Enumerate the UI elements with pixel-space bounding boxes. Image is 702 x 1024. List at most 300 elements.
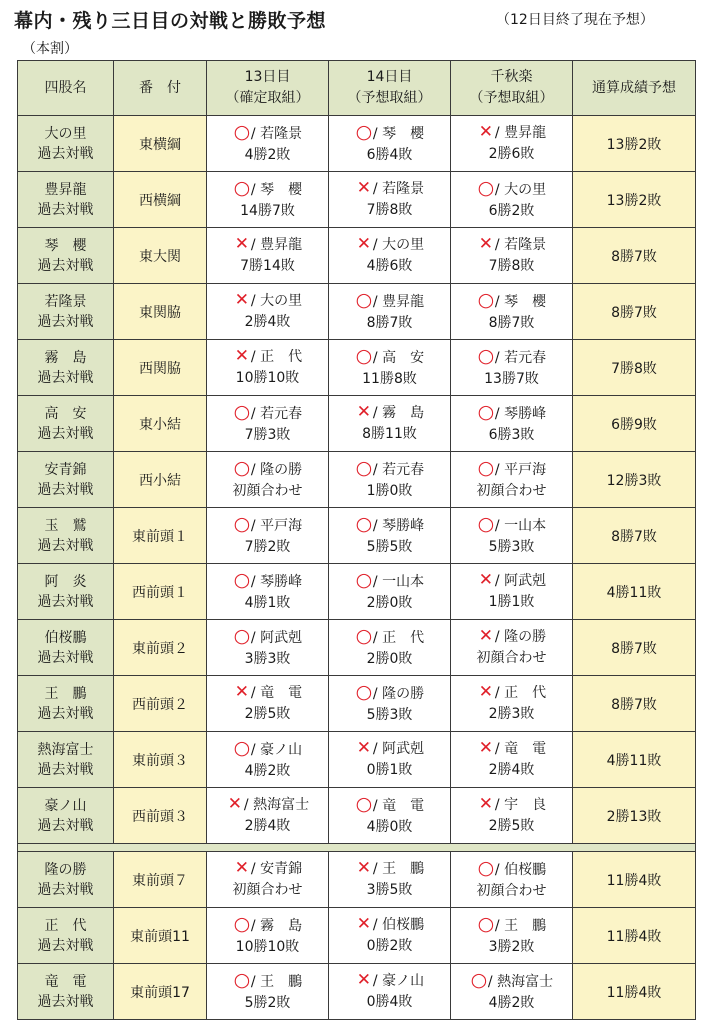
predicted-record: 11勝4敗 (573, 908, 696, 964)
table-row (18, 116, 696, 172)
head-to-head-record: 7勝8敗 (366, 202, 413, 218)
opponent-name: / 豪ノ山 (250, 741, 303, 758)
opponent-name: / 熱海富士 (243, 797, 310, 813)
head-to-head-record: 2勝5敗 (488, 818, 535, 834)
past-bouts-label: 過去対戦 (37, 993, 94, 1010)
head-to-head-record: 3勝2敗 (488, 938, 535, 955)
wrestler-name: 阿 炎 (44, 573, 87, 590)
bout-cell-day13 (207, 340, 329, 396)
loss-mark-icon: ✕ (234, 682, 250, 702)
opponent-name: / 豊昇龍 (494, 125, 547, 141)
bout-cell-day13 (207, 508, 329, 564)
wrestler-name: 安青錦 (44, 461, 87, 478)
loss-mark-icon: ✕ (234, 858, 250, 878)
head-to-head-record: 7勝3敗 (244, 426, 291, 443)
bout-cell-day13 (207, 788, 329, 844)
wrestler-cell (18, 964, 114, 1020)
bout-cell-day14 (329, 732, 451, 788)
wrestler-cell (18, 116, 114, 172)
head-to-head-record: 4勝6敗 (366, 258, 413, 274)
win-mark-icon: ○ (355, 344, 373, 367)
wrestler-cell (18, 284, 114, 340)
bout-cell-day14 (329, 172, 451, 228)
bout-cell-day14 (329, 620, 451, 676)
head-to-head-record: 2勝5敗 (244, 706, 291, 722)
opponent-name: / 阿武剋 (494, 573, 547, 589)
wrestler-cell (18, 228, 114, 284)
wrestler-name: 豪ノ山 (44, 797, 87, 814)
bout-cell-day15 (451, 340, 573, 396)
opponent-name: / 正 代 (372, 629, 425, 646)
head-to-head-record: 6勝4敗 (366, 146, 413, 163)
head-to-head-record: 2勝4敗 (488, 762, 535, 778)
opponent-name: / 竜 電 (494, 741, 547, 757)
bout-cell-day14 (329, 508, 451, 564)
head-to-head-record: 6勝2敗 (488, 202, 535, 219)
predicted-record: 13勝2敗 (573, 172, 696, 228)
opponent-name: / 平戸海 (250, 517, 303, 534)
win-mark-icon: ○ (233, 512, 251, 535)
loss-mark-icon: ✕ (478, 794, 494, 814)
opponent-name: / 若隆景 (250, 125, 303, 142)
opponent-name: / 王 鵬 (494, 917, 547, 934)
wrestler-name: 高 安 (44, 405, 87, 422)
opponent-name: / 一山本 (372, 573, 425, 590)
loss-mark-icon: ✕ (478, 626, 494, 646)
wrestler-name: 王 鵬 (44, 685, 87, 702)
predicted-record: 4勝11敗 (573, 564, 696, 620)
bout-cell-day13 (207, 852, 329, 908)
head-to-head-record: 2勝0敗 (366, 594, 413, 611)
opponent-name: / 琴勝峰 (372, 517, 425, 534)
bout-cell-day15 (451, 788, 573, 844)
opponent-name: / 伯桜鵬 (372, 917, 425, 933)
head-to-head-record: 初顔合わせ (476, 482, 547, 499)
wrestler-cell (18, 340, 114, 396)
bout-cell-day13 (207, 964, 329, 1020)
bout-cell-day13 (207, 620, 329, 676)
bout-cell-day14 (329, 676, 451, 732)
wrestler-name: 霧 島 (44, 349, 87, 366)
win-mark-icon: ○ (233, 968, 251, 991)
opponent-name: / 隆の勝 (494, 629, 547, 645)
table-row (18, 620, 696, 676)
banzuke-rank: 東横綱 (114, 116, 207, 172)
opponent-name: / 阿武剋 (372, 741, 425, 757)
predicted-record: 4勝11敗 (573, 732, 696, 788)
opponent-name: / 若隆景 (494, 237, 547, 253)
bout-cell-day13 (207, 564, 329, 620)
head-to-head-record: 11勝8敗 (362, 370, 417, 387)
table-row (18, 964, 696, 1020)
header-day15-sub: （予想取組） (469, 90, 554, 106)
wrestler-cell (18, 732, 114, 788)
header-total: 通算成績予想 (573, 61, 696, 116)
past-bouts-label: 過去対戦 (37, 145, 94, 162)
win-mark-icon: ○ (233, 736, 251, 759)
opponent-name: / 霧 島 (250, 917, 303, 934)
loss-mark-icon: ✕ (356, 914, 372, 934)
bout-cell-day15 (451, 676, 573, 732)
win-mark-icon: ○ (470, 968, 488, 991)
win-mark-icon: ○ (233, 176, 251, 199)
table-row (18, 340, 696, 396)
table-row (18, 732, 696, 788)
header-day13-sub: （確定取組） (225, 90, 310, 106)
bout-cell-day13 (207, 732, 329, 788)
head-to-head-record: 7勝2敗 (244, 538, 291, 555)
bout-cell-day15 (451, 284, 573, 340)
banzuke-rank: 東前頭２ (114, 620, 207, 676)
loss-mark-icon: ✕ (234, 290, 250, 310)
opponent-name: / 若元春 (494, 349, 547, 366)
head-to-head-record: 2勝6敗 (488, 146, 535, 162)
head-to-head-record: 8勝7敗 (488, 314, 535, 331)
wrestler-cell (18, 508, 114, 564)
opponent-name: / 琴 櫻 (494, 293, 547, 310)
head-to-head-record: 3勝5敗 (366, 882, 413, 898)
bout-cell-day14 (329, 908, 451, 964)
bout-cell-day14 (329, 228, 451, 284)
past-bouts-label: 過去対戦 (37, 425, 94, 442)
head-to-head-record: 0勝1敗 (366, 762, 413, 778)
win-mark-icon: ○ (355, 120, 373, 143)
predicted-record: 8勝7敗 (573, 676, 696, 732)
past-bouts-label: 過去対戦 (37, 649, 94, 666)
head-to-head-record: 初顔合わせ (232, 882, 303, 898)
header-day13 (207, 61, 329, 116)
table-row (18, 564, 696, 620)
banzuke-rank: 西横綱 (114, 172, 207, 228)
bout-cell-day15 (451, 172, 573, 228)
past-bouts-label: 過去対戦 (37, 481, 94, 498)
win-mark-icon: ○ (477, 288, 495, 311)
head-to-head-record: 1勝0敗 (366, 482, 413, 499)
win-mark-icon: ○ (477, 344, 495, 367)
head-to-head-record: 10勝10敗 (235, 370, 300, 386)
wrestler-name: 大の里 (44, 125, 87, 142)
win-mark-icon: ○ (355, 456, 373, 479)
past-bouts-label: 過去対戦 (37, 761, 94, 778)
opponent-name: / 王 鵬 (372, 861, 425, 877)
opponent-name: / 豊昇龍 (372, 293, 425, 310)
opponent-name: / 大の里 (494, 181, 547, 198)
bout-cell-day15 (451, 228, 573, 284)
wrestler-name: 琴 櫻 (44, 237, 87, 254)
predicted-record: 8勝7敗 (573, 620, 696, 676)
bout-cell-day14 (329, 564, 451, 620)
bout-cell-day13 (207, 396, 329, 452)
header-day15 (451, 61, 573, 116)
opponent-name: / 宇 良 (494, 797, 547, 813)
win-mark-icon: ○ (233, 456, 251, 479)
wrestler-cell (18, 172, 114, 228)
bout-cell-day15 (451, 732, 573, 788)
head-to-head-record: 2勝0敗 (366, 650, 413, 667)
head-to-head-record: 8勝7敗 (366, 314, 413, 331)
loss-mark-icon: ✕ (356, 970, 372, 990)
past-bouts-label: 過去対戦 (37, 705, 94, 722)
table-row (18, 284, 696, 340)
win-mark-icon: ○ (355, 680, 373, 703)
opponent-name: / 平戸海 (494, 461, 547, 478)
win-mark-icon: ○ (355, 512, 373, 535)
predicted-record: 11勝4敗 (573, 964, 696, 1020)
head-to-head-record: 7勝8敗 (488, 258, 535, 274)
win-mark-icon: ○ (233, 624, 251, 647)
table-row (18, 852, 696, 908)
banzuke-rank: 東関脇 (114, 284, 207, 340)
opponent-name: / 琴勝峰 (250, 573, 303, 590)
head-to-head-record: 4勝0敗 (366, 818, 413, 835)
wrestler-name: 伯桜鵬 (44, 629, 87, 646)
head-to-head-record: 初顔合わせ (476, 882, 547, 899)
table-row (18, 508, 696, 564)
header-banzuke: 番 付 (114, 61, 207, 116)
header-day14 (329, 61, 451, 116)
opponent-name: / 琴 櫻 (250, 181, 303, 198)
bout-cell-day13 (207, 452, 329, 508)
bout-cell-day15 (451, 396, 573, 452)
win-mark-icon: ○ (477, 512, 495, 535)
past-bouts-label: 過去対戦 (37, 313, 94, 330)
win-mark-icon: ○ (233, 568, 251, 591)
bout-cell-day15 (451, 964, 573, 1020)
table-row (18, 908, 696, 964)
table-row (18, 396, 696, 452)
predicted-record: 8勝7敗 (573, 284, 696, 340)
past-bouts-label: 過去対戦 (37, 881, 94, 898)
wrestler-cell (18, 620, 114, 676)
loss-mark-icon: ✕ (478, 682, 494, 702)
bout-cell-day14 (329, 340, 451, 396)
wrestler-name: 隆の勝 (44, 861, 87, 878)
wrestler-name: 豊昇龍 (44, 181, 87, 198)
past-bouts-label: 過去対戦 (37, 937, 94, 954)
opponent-name: / 霧 島 (372, 405, 425, 421)
loss-mark-icon: ✕ (478, 234, 494, 254)
opponent-name: / 若元春 (250, 405, 303, 422)
past-bouts-label: 過去対戦 (37, 537, 94, 554)
head-to-head-record: 2勝4敗 (244, 314, 291, 330)
opponent-name: / 琴 櫻 (372, 125, 425, 142)
loss-mark-icon: ✕ (234, 234, 250, 254)
opponent-name: / 正 代 (250, 349, 303, 365)
past-bouts-label: 過去対戦 (37, 369, 94, 386)
bout-cell-day15 (451, 116, 573, 172)
bout-cell-day14 (329, 396, 451, 452)
wrestler-cell (18, 564, 114, 620)
loss-mark-icon: ✕ (356, 402, 372, 422)
bout-cell-day15 (451, 452, 573, 508)
loss-mark-icon: ✕ (356, 738, 372, 758)
banzuke-rank: 西前頭１ (114, 564, 207, 620)
head-to-head-record: 7勝14敗 (240, 258, 295, 274)
wrestler-name: 正 代 (44, 917, 87, 934)
past-bouts-label: 過去対戦 (37, 593, 94, 610)
opponent-name: / 大の里 (372, 237, 425, 253)
banzuke-rank: 東前頭３ (114, 732, 207, 788)
section-divider (18, 844, 696, 852)
predicted-record: 6勝9敗 (573, 396, 696, 452)
wrestler-name: 竜 電 (44, 973, 87, 990)
head-to-head-record: 初顔合わせ (476, 650, 547, 666)
opponent-name: / 王 鵬 (250, 973, 303, 990)
bout-cell-day13 (207, 676, 329, 732)
table-row (18, 676, 696, 732)
loss-mark-icon: ✕ (356, 178, 372, 198)
head-to-head-record: 2勝4敗 (244, 818, 291, 834)
loss-mark-icon: ✕ (478, 738, 494, 758)
win-mark-icon: ○ (233, 400, 251, 423)
predicted-record: 7勝8敗 (573, 340, 696, 396)
head-to-head-record: 4勝2敗 (244, 146, 291, 163)
head-to-head-record: 4勝1敗 (244, 594, 291, 611)
predicted-record: 13勝2敗 (573, 116, 696, 172)
wrestler-cell (18, 452, 114, 508)
win-mark-icon: ○ (477, 400, 495, 423)
wrestler-name: 若隆景 (44, 293, 87, 310)
win-mark-icon: ○ (477, 176, 495, 199)
wrestler-name: 玉 鷲 (44, 517, 87, 534)
head-to-head-record: 14勝7敗 (240, 202, 295, 219)
head-to-head-record: 1勝1敗 (488, 594, 535, 610)
past-bouts-label: 過去対戦 (37, 817, 94, 834)
win-mark-icon: ○ (355, 568, 373, 591)
header-day13-label: 13日目 (244, 69, 291, 85)
opponent-name: / 竜 電 (372, 797, 425, 814)
bout-cell-day15 (451, 852, 573, 908)
opponent-name: / 正 代 (494, 685, 547, 701)
banzuke-rank: 東前頭７ (114, 852, 207, 908)
wrestler-cell (18, 676, 114, 732)
header-day14-label: 14日目 (366, 69, 413, 85)
opponent-name: / 隆の勝 (372, 685, 425, 702)
table-row (18, 228, 696, 284)
predicted-record: 2勝13敗 (573, 788, 696, 844)
bout-cell-day15 (451, 620, 573, 676)
opponent-name: / 隆の勝 (250, 461, 303, 478)
wrestler-cell (18, 788, 114, 844)
predicted-record: 8勝7敗 (573, 228, 696, 284)
opponent-name: / 安青錦 (250, 861, 303, 877)
opponent-name: / 熱海富士 (487, 973, 554, 990)
win-mark-icon: ○ (477, 912, 495, 935)
opponent-name: / 若元春 (372, 461, 425, 478)
head-to-head-record: 4勝2敗 (244, 762, 291, 779)
head-to-head-record: 0勝4敗 (366, 994, 413, 1010)
predicted-record: 8勝7敗 (573, 508, 696, 564)
opponent-name: / 大の里 (250, 293, 303, 309)
win-mark-icon: ○ (477, 456, 495, 479)
banzuke-rank: 東前頭17 (114, 964, 207, 1020)
header-day14-sub: （予想取組） (347, 90, 432, 106)
predicted-record: 11勝4敗 (573, 852, 696, 908)
bout-cell-day15 (451, 508, 573, 564)
head-to-head-record: 10勝10敗 (235, 938, 300, 955)
header-day15-label: 千秋楽 (490, 69, 533, 85)
bout-cell-day15 (451, 908, 573, 964)
opponent-name: / 伯桜鵬 (494, 861, 547, 878)
banzuke-rank: 西関脇 (114, 340, 207, 396)
past-bouts-label: 過去対戦 (37, 201, 94, 218)
opponent-name: / 一山本 (494, 517, 547, 534)
bout-cell-day15 (451, 564, 573, 620)
head-to-head-record: 5勝2敗 (244, 994, 291, 1011)
past-bouts-label: 過去対戦 (37, 257, 94, 274)
opponent-name: / 琴勝峰 (494, 405, 547, 422)
wrestler-cell (18, 852, 114, 908)
opponent-name: / 阿武剋 (250, 629, 303, 646)
banzuke-rank: 西前頭３ (114, 788, 207, 844)
opponent-name: / 竜 電 (250, 685, 303, 701)
wrestler-cell (18, 396, 114, 452)
bout-cell-day13 (207, 284, 329, 340)
header-row (18, 61, 696, 116)
head-to-head-record: 3勝3敗 (244, 650, 291, 667)
page-title: 幕内・残り三日目の対戦と勝敗予想 (14, 10, 327, 32)
table-row (18, 788, 696, 844)
banzuke-rank: 西前頭２ (114, 676, 207, 732)
loss-mark-icon: ✕ (234, 346, 250, 366)
bout-cell-day14 (329, 284, 451, 340)
loss-mark-icon: ✕ (227, 794, 243, 814)
opponent-name: / 豊昇龍 (250, 237, 303, 253)
loss-mark-icon: ✕ (478, 122, 494, 142)
bout-cell-day13 (207, 116, 329, 172)
loss-mark-icon: ✕ (478, 570, 494, 590)
bout-cell-day14 (329, 964, 451, 1020)
opponent-name: / 高 安 (372, 349, 425, 366)
opponent-name: / 若隆景 (372, 181, 425, 197)
win-mark-icon: ○ (355, 624, 373, 647)
head-to-head-record: 5勝3敗 (366, 706, 413, 723)
as-of-note: （12日目終了現在予想） (496, 12, 654, 28)
head-to-head-record: 8勝11敗 (362, 426, 417, 442)
win-mark-icon: ○ (477, 856, 495, 879)
loss-mark-icon: ✕ (356, 858, 372, 878)
opponent-name: / 豪ノ山 (372, 973, 425, 989)
win-mark-icon: ○ (355, 288, 373, 311)
head-to-head-record: 5勝5敗 (366, 538, 413, 555)
bout-cell-day14 (329, 852, 451, 908)
win-mark-icon: ○ (355, 792, 373, 815)
head-to-head-record: 0勝2敗 (366, 938, 413, 954)
header-shikona: 四股名 (18, 61, 114, 116)
bout-cell-day14 (329, 788, 451, 844)
bout-cell-day13 (207, 228, 329, 284)
banzuke-rank: 東小結 (114, 396, 207, 452)
banzuke-rank: 西小結 (114, 452, 207, 508)
head-to-head-record: 2勝3敗 (488, 706, 535, 722)
wrestler-cell (18, 908, 114, 964)
section-divider-cell (18, 844, 696, 852)
head-to-head-record: 6勝3敗 (488, 426, 535, 443)
loss-mark-icon: ✕ (356, 234, 372, 254)
predicted-record: 12勝3敗 (573, 452, 696, 508)
banzuke-rank: 東大関 (114, 228, 207, 284)
head-to-head-record: 初顔合わせ (232, 482, 303, 499)
bout-cell-day14 (329, 452, 451, 508)
head-to-head-record: 13勝7敗 (484, 370, 539, 387)
bout-cell-day13 (207, 908, 329, 964)
wrestler-name: 熱海富士 (37, 741, 94, 758)
section-subtitle: （本割） (22, 41, 78, 57)
table-row (18, 172, 696, 228)
win-mark-icon: ○ (233, 912, 251, 935)
schedule-table (17, 60, 696, 1020)
table-row (18, 452, 696, 508)
